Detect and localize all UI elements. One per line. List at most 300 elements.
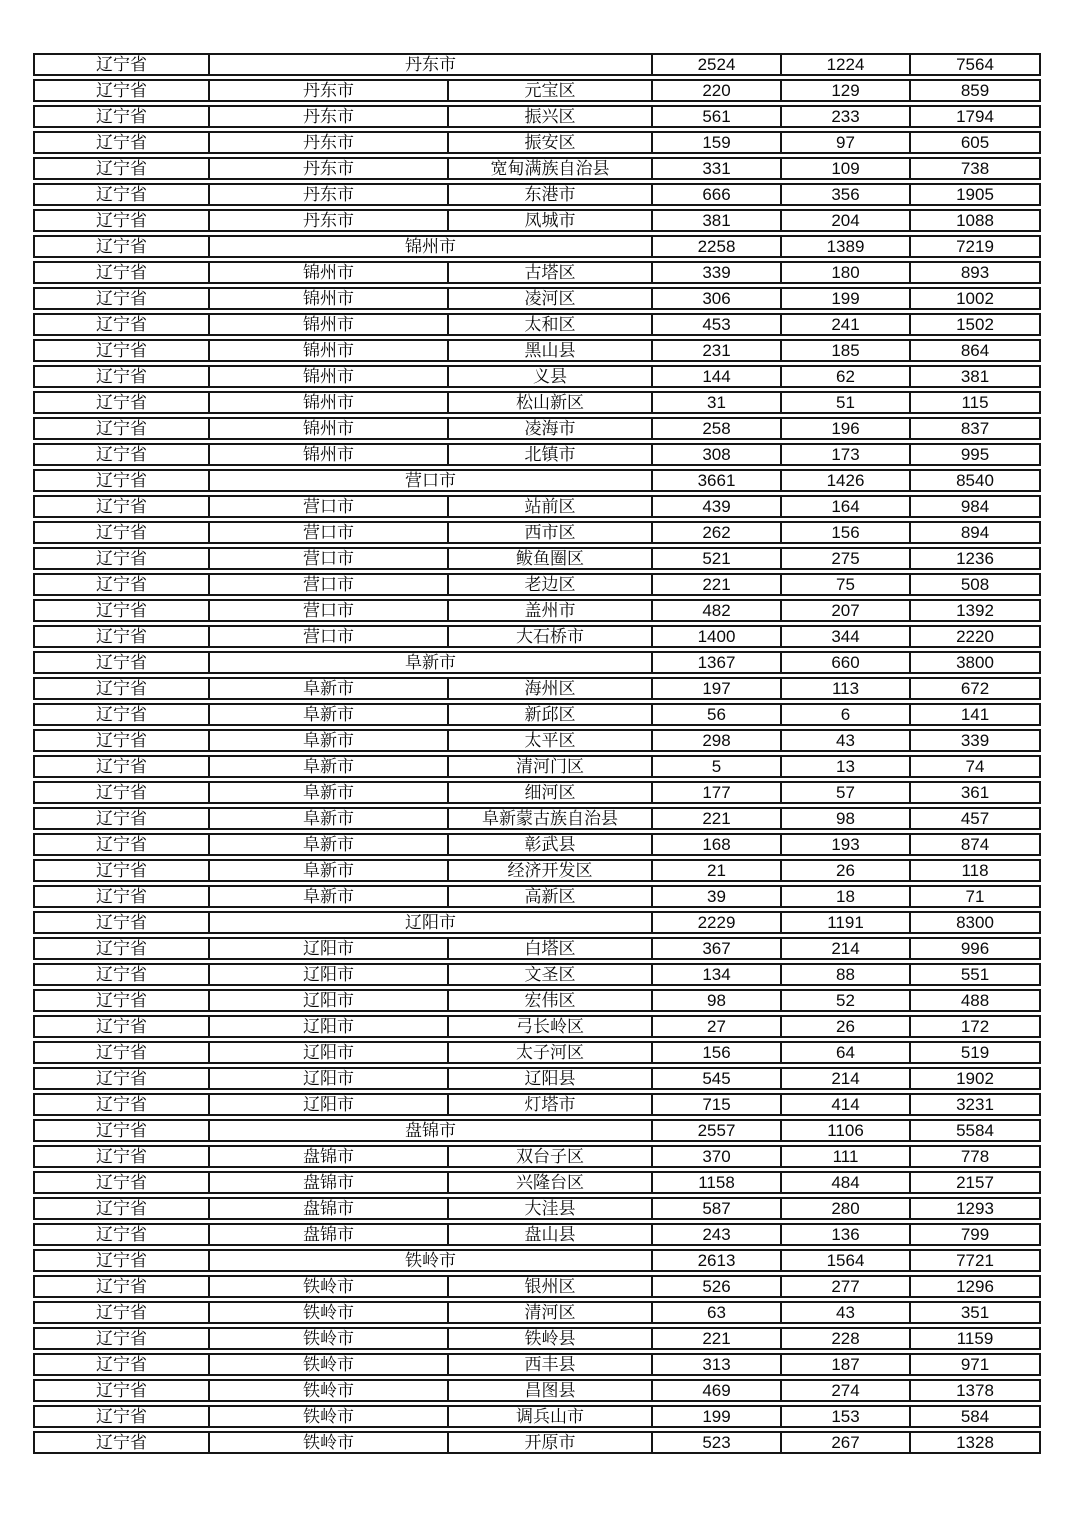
value2-cell: 1224: [782, 53, 911, 76]
city-cell-merged: 盘锦市: [210, 1119, 653, 1142]
value1-cell: 331: [653, 157, 782, 180]
value1-cell: 439: [653, 495, 782, 518]
district-row: [33, 1301, 1041, 1324]
city-cell: 阜新市: [210, 781, 449, 804]
value3-cell: 351: [911, 1301, 1041, 1324]
value1-cell: 63: [653, 1301, 782, 1324]
district-cell: 古塔区: [449, 261, 653, 284]
district-row: [33, 599, 1041, 622]
district-cell: 盘山县: [449, 1223, 653, 1246]
province-cell: 辽宁省: [33, 1015, 210, 1038]
district-cell: 大洼县: [449, 1197, 653, 1220]
value2-cell: 57: [782, 781, 911, 804]
city-cell-merged: 营口市: [210, 469, 653, 492]
value2-cell: 109: [782, 157, 911, 180]
value1-cell: 370: [653, 1145, 782, 1168]
city-total-row: [33, 1119, 1041, 1142]
value1-cell: 98: [653, 989, 782, 1012]
district-cell: 振安区: [449, 131, 653, 154]
district-cell: 调兵山市: [449, 1405, 653, 1428]
value3-cell: 859: [911, 79, 1041, 102]
value2-cell: 153: [782, 1405, 911, 1428]
value3-cell: 2157: [911, 1171, 1041, 1194]
city-cell: 锦州市: [210, 365, 449, 388]
value2-cell: 97: [782, 131, 911, 154]
city-cell: 营口市: [210, 573, 449, 596]
city-cell: 铁岭市: [210, 1301, 449, 1324]
value3-cell: 995: [911, 443, 1041, 466]
value2-cell: 274: [782, 1379, 911, 1402]
province-cell: 辽宁省: [33, 573, 210, 596]
city-total-row: [33, 469, 1041, 492]
value2-cell: 1389: [782, 235, 911, 258]
province-cell: 辽宁省: [33, 1093, 210, 1116]
value3-cell: 3231: [911, 1093, 1041, 1116]
province-cell: 辽宁省: [33, 1197, 210, 1220]
value2-cell: 111: [782, 1145, 911, 1168]
value2-cell: 164: [782, 495, 911, 518]
district-cell: 昌图县: [449, 1379, 653, 1402]
value2-cell: 267: [782, 1431, 911, 1454]
province-cell: 辽宁省: [33, 625, 210, 648]
province-cell: 辽宁省: [33, 547, 210, 570]
value3-cell: 864: [911, 339, 1041, 362]
value3-cell: 1905: [911, 183, 1041, 206]
value1-cell: 453: [653, 313, 782, 336]
district-cell: 辽阳县: [449, 1067, 653, 1090]
value3-cell: 551: [911, 963, 1041, 986]
value1-cell: 3661: [653, 469, 782, 492]
value1-cell: 220: [653, 79, 782, 102]
value3-cell: 996: [911, 937, 1041, 960]
city-cell: 丹东市: [210, 131, 449, 154]
city-cell-merged: 阜新市: [210, 651, 653, 674]
district-cell: 灯塔市: [449, 1093, 653, 1116]
value2-cell: 414: [782, 1093, 911, 1116]
value3-cell: 5584: [911, 1119, 1041, 1142]
value3-cell: 1296: [911, 1275, 1041, 1298]
value3-cell: 1902: [911, 1067, 1041, 1090]
value1-cell: 221: [653, 807, 782, 830]
value1-cell: 545: [653, 1067, 782, 1090]
city-cell: 锦州市: [210, 417, 449, 440]
district-row: [33, 677, 1041, 700]
city-cell: 铁岭市: [210, 1405, 449, 1428]
city-cell: 营口市: [210, 495, 449, 518]
value3-cell: 71: [911, 885, 1041, 908]
value1-cell: 367: [653, 937, 782, 960]
value1-cell: 523: [653, 1431, 782, 1454]
value3-cell: 457: [911, 807, 1041, 830]
city-cell: 盘锦市: [210, 1223, 449, 1246]
value1-cell: 306: [653, 287, 782, 310]
value1-cell: 243: [653, 1223, 782, 1246]
district-cell: 开原市: [449, 1431, 653, 1454]
city-cell: 铁岭市: [210, 1431, 449, 1454]
province-cell: 辽宁省: [33, 729, 210, 752]
value2-cell: 156: [782, 521, 911, 544]
province-cell: 辽宁省: [33, 157, 210, 180]
value2-cell: 43: [782, 1301, 911, 1324]
city-cell: 辽阳市: [210, 1041, 449, 1064]
province-cell: 辽宁省: [33, 1301, 210, 1324]
value2-cell: 51: [782, 391, 911, 414]
province-cell: 辽宁省: [33, 937, 210, 960]
value2-cell: 280: [782, 1197, 911, 1220]
value1-cell: 31: [653, 391, 782, 414]
district-row: [33, 573, 1041, 596]
value1-cell: 339: [653, 261, 782, 284]
district-row: [33, 261, 1041, 284]
value3-cell: 508: [911, 573, 1041, 596]
value3-cell: 7219: [911, 235, 1041, 258]
value1-cell: 298: [653, 729, 782, 752]
value2-cell: 98: [782, 807, 911, 830]
value1-cell: 666: [653, 183, 782, 206]
value1-cell: 159: [653, 131, 782, 154]
district-row: [33, 885, 1041, 908]
value3-cell: 519: [911, 1041, 1041, 1064]
province-cell: 辽宁省: [33, 911, 210, 934]
district-cell: 黑山县: [449, 339, 653, 362]
city-total-row: [33, 911, 1041, 934]
value2-cell: 173: [782, 443, 911, 466]
province-cell: 辽宁省: [33, 209, 210, 232]
value2-cell: 136: [782, 1223, 911, 1246]
value2-cell: 113: [782, 677, 911, 700]
province-cell: 辽宁省: [33, 885, 210, 908]
district-cell: 凤城市: [449, 209, 653, 232]
city-cell: 盘锦市: [210, 1197, 449, 1220]
province-cell: 辽宁省: [33, 131, 210, 154]
value2-cell: 356: [782, 183, 911, 206]
city-cell: 锦州市: [210, 391, 449, 414]
province-cell: 辽宁省: [33, 1067, 210, 1090]
value2-cell: 233: [782, 105, 911, 128]
district-cell: 太平区: [449, 729, 653, 752]
district-row: [33, 183, 1041, 206]
value2-cell: 6: [782, 703, 911, 726]
value1-cell: 2258: [653, 235, 782, 258]
city-cell: 辽阳市: [210, 1015, 449, 1038]
province-cell: 辽宁省: [33, 599, 210, 622]
district-cell: 太和区: [449, 313, 653, 336]
value2-cell: 18: [782, 885, 911, 908]
value2-cell: 207: [782, 599, 911, 622]
value3-cell: 1159: [911, 1327, 1041, 1350]
value3-cell: 74: [911, 755, 1041, 778]
city-cell: 营口市: [210, 599, 449, 622]
city-cell: 营口市: [210, 521, 449, 544]
province-cell: 辽宁省: [33, 989, 210, 1012]
value3-cell: 1502: [911, 313, 1041, 336]
value3-cell: 984: [911, 495, 1041, 518]
value2-cell: 275: [782, 547, 911, 570]
city-cell: 阜新市: [210, 677, 449, 700]
district-cell: 振兴区: [449, 105, 653, 128]
value2-cell: 26: [782, 1015, 911, 1038]
province-statistics-table: [33, 50, 1041, 1457]
district-cell: 铁岭县: [449, 1327, 653, 1350]
value2-cell: 214: [782, 1067, 911, 1090]
value1-cell: 221: [653, 573, 782, 596]
province-cell: 辽宁省: [33, 105, 210, 128]
district-cell: 海州区: [449, 677, 653, 700]
city-cell: 铁岭市: [210, 1327, 449, 1350]
district-row: [33, 547, 1041, 570]
value1-cell: 1367: [653, 651, 782, 674]
value1-cell: 308: [653, 443, 782, 466]
value2-cell: 1426: [782, 469, 911, 492]
city-cell: 阜新市: [210, 755, 449, 778]
city-cell-merged: 丹东市: [210, 53, 653, 76]
value3-cell: 893: [911, 261, 1041, 284]
district-row: [33, 1353, 1041, 1376]
district-cell: 宏伟区: [449, 989, 653, 1012]
value1-cell: 2613: [653, 1249, 782, 1272]
district-row: [33, 807, 1041, 830]
value2-cell: 185: [782, 339, 911, 362]
district-row: [33, 1015, 1041, 1038]
district-row: [33, 157, 1041, 180]
city-total-row: [33, 1249, 1041, 1272]
value3-cell: 584: [911, 1405, 1041, 1428]
province-cell: 辽宁省: [33, 1223, 210, 1246]
district-cell: 凌海市: [449, 417, 653, 440]
value2-cell: 43: [782, 729, 911, 752]
value1-cell: 521: [653, 547, 782, 570]
district-row: [33, 1067, 1041, 1090]
city-cell: 盘锦市: [210, 1145, 449, 1168]
value3-cell: 115: [911, 391, 1041, 414]
value1-cell: 168: [653, 833, 782, 856]
value3-cell: 837: [911, 417, 1041, 440]
value1-cell: 231: [653, 339, 782, 362]
district-cell: 松山新区: [449, 391, 653, 414]
province-cell: 辽宁省: [33, 1041, 210, 1064]
city-cell: 辽阳市: [210, 1067, 449, 1090]
province-cell: 辽宁省: [33, 313, 210, 336]
value3-cell: 778: [911, 1145, 1041, 1168]
value1-cell: 197: [653, 677, 782, 700]
value3-cell: 361: [911, 781, 1041, 804]
district-row: [33, 1405, 1041, 1428]
district-row: [33, 1327, 1041, 1350]
province-cell: 辽宁省: [33, 469, 210, 492]
value3-cell: 488: [911, 989, 1041, 1012]
value2-cell: 228: [782, 1327, 911, 1350]
value2-cell: 193: [782, 833, 911, 856]
value1-cell: 144: [653, 365, 782, 388]
city-cell: 丹东市: [210, 105, 449, 128]
district-row: [33, 131, 1041, 154]
province-cell: 辽宁省: [33, 287, 210, 310]
province-cell: 辽宁省: [33, 261, 210, 284]
city-cell: 铁岭市: [210, 1379, 449, 1402]
value1-cell: 482: [653, 599, 782, 622]
district-cell: 太子河区: [449, 1041, 653, 1064]
city-cell: 丹东市: [210, 209, 449, 232]
district-row: [33, 1275, 1041, 1298]
value2-cell: 344: [782, 625, 911, 648]
district-row: [33, 937, 1041, 960]
district-cell: 西市区: [449, 521, 653, 544]
value3-cell: 971: [911, 1353, 1041, 1376]
value3-cell: 672: [911, 677, 1041, 700]
district-row: [33, 755, 1041, 778]
value3-cell: 1392: [911, 599, 1041, 622]
district-row: [33, 365, 1041, 388]
value2-cell: 180: [782, 261, 911, 284]
value3-cell: 339: [911, 729, 1041, 752]
city-cell: 阜新市: [210, 729, 449, 752]
city-cell: 阜新市: [210, 885, 449, 908]
district-row: [33, 859, 1041, 882]
district-cell: 鲅鱼圈区: [449, 547, 653, 570]
district-row: [33, 729, 1041, 752]
value3-cell: 1328: [911, 1431, 1041, 1454]
value3-cell: 141: [911, 703, 1041, 726]
district-cell: 银州区: [449, 1275, 653, 1298]
value2-cell: 196: [782, 417, 911, 440]
district-row: [33, 1145, 1041, 1168]
district-cell: 大石桥市: [449, 625, 653, 648]
province-cell: 辽宁省: [33, 1405, 210, 1428]
province-cell: 辽宁省: [33, 963, 210, 986]
district-cell: 宽甸满族自治县: [449, 157, 653, 180]
province-cell: 辽宁省: [33, 1171, 210, 1194]
city-cell-merged: 铁岭市: [210, 1249, 653, 1272]
city-cell: 辽阳市: [210, 989, 449, 1012]
value2-cell: 88: [782, 963, 911, 986]
value3-cell: 7721: [911, 1249, 1041, 1272]
value1-cell: 2524: [653, 53, 782, 76]
province-cell: 辽宁省: [33, 1119, 210, 1142]
district-row: [33, 209, 1041, 232]
value1-cell: 381: [653, 209, 782, 232]
city-cell: 锦州市: [210, 443, 449, 466]
value3-cell: 894: [911, 521, 1041, 544]
value3-cell: 1293: [911, 1197, 1041, 1220]
district-row: [33, 287, 1041, 310]
value1-cell: 134: [653, 963, 782, 986]
value2-cell: 1191: [782, 911, 911, 934]
district-row: [33, 1223, 1041, 1246]
value1-cell: 715: [653, 1093, 782, 1116]
district-cell: 弓长岭区: [449, 1015, 653, 1038]
value3-cell: 3800: [911, 651, 1041, 674]
value2-cell: 62: [782, 365, 911, 388]
district-cell: 清河区: [449, 1301, 653, 1324]
value3-cell: 1378: [911, 1379, 1041, 1402]
value2-cell: 1106: [782, 1119, 911, 1142]
value3-cell: 8300: [911, 911, 1041, 934]
value3-cell: 381: [911, 365, 1041, 388]
city-cell-merged: 锦州市: [210, 235, 653, 258]
district-row: [33, 443, 1041, 466]
value2-cell: 199: [782, 287, 911, 310]
province-cell: 辽宁省: [33, 859, 210, 882]
district-row: [33, 313, 1041, 336]
district-cell: 阜新蒙古族自治县: [449, 807, 653, 830]
city-total-row: [33, 651, 1041, 674]
city-cell: 辽阳市: [210, 937, 449, 960]
province-cell: 辽宁省: [33, 833, 210, 856]
district-row: [33, 1197, 1041, 1220]
province-cell: 辽宁省: [33, 183, 210, 206]
district-row: [33, 105, 1041, 128]
province-cell: 辽宁省: [33, 1431, 210, 1454]
district-row: [33, 703, 1041, 726]
value1-cell: 469: [653, 1379, 782, 1402]
district-row: [33, 417, 1041, 440]
city-cell: 锦州市: [210, 287, 449, 310]
value1-cell: 56: [653, 703, 782, 726]
value2-cell: 277: [782, 1275, 911, 1298]
value1-cell: 2229: [653, 911, 782, 934]
value2-cell: 26: [782, 859, 911, 882]
value1-cell: 221: [653, 1327, 782, 1350]
city-cell: 锦州市: [210, 313, 449, 336]
value3-cell: 874: [911, 833, 1041, 856]
value3-cell: 1236: [911, 547, 1041, 570]
city-cell: 盘锦市: [210, 1171, 449, 1194]
value3-cell: 1002: [911, 287, 1041, 310]
city-cell-merged: 辽阳市: [210, 911, 653, 934]
district-cell: 东港市: [449, 183, 653, 206]
value2-cell: 187: [782, 1353, 911, 1376]
district-row: [33, 495, 1041, 518]
value2-cell: 484: [782, 1171, 911, 1194]
district-cell: 元宝区: [449, 79, 653, 102]
district-cell: 站前区: [449, 495, 653, 518]
city-cell: 阜新市: [210, 703, 449, 726]
district-cell: 高新区: [449, 885, 653, 908]
value2-cell: 64: [782, 1041, 911, 1064]
city-total-row: [33, 235, 1041, 258]
city-cell: 辽阳市: [210, 963, 449, 986]
province-cell: 辽宁省: [33, 1275, 210, 1298]
district-row: [33, 1041, 1041, 1064]
city-total-row: [33, 53, 1041, 76]
province-cell: 辽宁省: [33, 1327, 210, 1350]
value1-cell: 199: [653, 1405, 782, 1428]
value1-cell: 313: [653, 1353, 782, 1376]
district-row: [33, 521, 1041, 544]
value3-cell: 118: [911, 859, 1041, 882]
value2-cell: 75: [782, 573, 911, 596]
district-row: [33, 1171, 1041, 1194]
value1-cell: 156: [653, 1041, 782, 1064]
province-cell: 辽宁省: [33, 495, 210, 518]
city-cell: 丹东市: [210, 157, 449, 180]
province-cell: 辽宁省: [33, 391, 210, 414]
district-cell: 彰武县: [449, 833, 653, 856]
district-cell: 西丰县: [449, 1353, 653, 1376]
district-cell: 文圣区: [449, 963, 653, 986]
district-cell: 双台子区: [449, 1145, 653, 1168]
value1-cell: 1158: [653, 1171, 782, 1194]
city-cell: 营口市: [210, 625, 449, 648]
value2-cell: 214: [782, 937, 911, 960]
district-row: [33, 963, 1041, 986]
value2-cell: 204: [782, 209, 911, 232]
district-row: [33, 781, 1041, 804]
district-row: [33, 1093, 1041, 1116]
value1-cell: 27: [653, 1015, 782, 1038]
district-cell: 兴隆台区: [449, 1171, 653, 1194]
province-cell: 辽宁省: [33, 807, 210, 830]
